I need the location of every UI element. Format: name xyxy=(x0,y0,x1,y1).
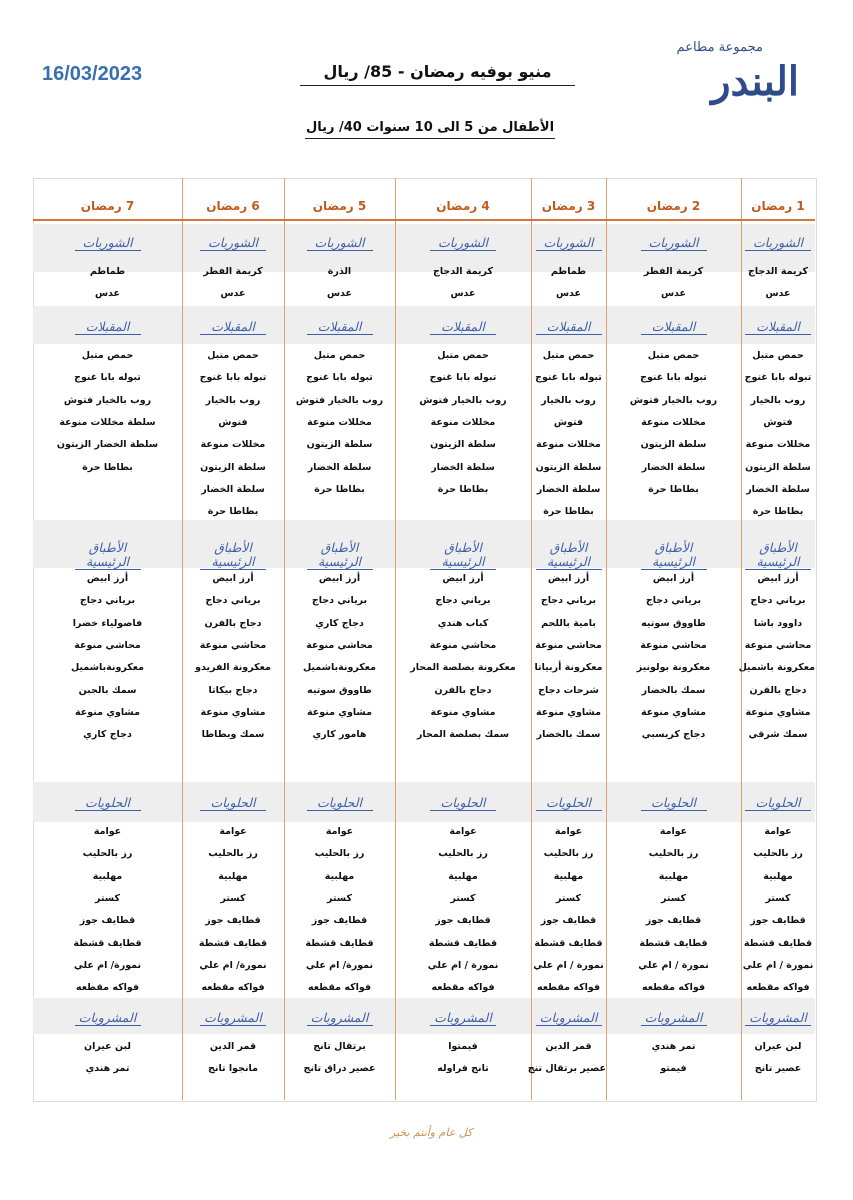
section-title-appetizers: المقبلات xyxy=(641,320,707,335)
section-title-desserts: الحلويات xyxy=(307,796,373,811)
menu-item: طاووق سوتيه xyxy=(641,617,706,629)
section-title-soups: الشوربات xyxy=(536,236,602,251)
menu-item: بطاطا حرة xyxy=(543,506,594,518)
menu-item: حمص متبل xyxy=(437,350,489,361)
menu-item: سمك بالجبن xyxy=(78,684,137,696)
menu-item: طماطم xyxy=(550,266,587,277)
menu-item: طاووق سوتيه xyxy=(307,684,372,696)
menu-item: قطايف قشطة xyxy=(743,937,813,949)
menu-item: طماطم xyxy=(89,266,126,277)
menu-item: سلطة الزيتون xyxy=(745,461,811,473)
menu-item: عصير دراق تانج xyxy=(303,1063,376,1075)
page-title: منيو بوفيه رمضان - 85/ ريال xyxy=(300,62,575,86)
menu-item: فاصولياء خضرا xyxy=(72,617,143,629)
menu-item: عدس xyxy=(660,288,687,300)
menu-item: تبوله بابا غنوج xyxy=(535,372,602,384)
menu-item: مهلبية xyxy=(553,870,584,882)
menu-item: روب بالخيار فتوش xyxy=(419,394,507,406)
section-title-soups: الشوربات xyxy=(430,236,496,251)
menu-item: فواكه مقطعه xyxy=(307,982,372,994)
menu-item: مخللات منوعة xyxy=(536,439,601,451)
section-title-appetizers: المقبلات xyxy=(307,320,373,335)
menu-item: مخللات منوعة xyxy=(745,439,811,451)
section-title-drinks: المشروبات xyxy=(307,1011,373,1026)
menu-item: عدس xyxy=(450,288,476,300)
menu-item: برياني دجاج xyxy=(205,595,261,607)
menu-item: تبوله بابا غنوج xyxy=(640,372,707,384)
section-title-soups: الشوربات xyxy=(307,236,373,251)
menu-item: فواكه مقطعه xyxy=(431,982,495,994)
menu-item: أرز ابيض xyxy=(547,573,590,584)
menu-item: سلطة الزيتون xyxy=(640,439,707,451)
menu-item: سلطة الخضار xyxy=(746,483,810,495)
menu-item: فتوش xyxy=(763,416,793,428)
menu-item: سمك بصلصة المحار xyxy=(416,729,510,741)
section-title-mains: الأطباق الرئيسية xyxy=(200,541,266,570)
menu-item: حمص متبل xyxy=(647,350,700,361)
menu-item: أرز ابيض xyxy=(86,573,129,584)
day-header: 1 رمضان xyxy=(751,199,805,213)
menu-item: أرز ابيض xyxy=(318,573,361,584)
menu-item: روب بالخيار xyxy=(541,394,596,406)
menu-item: دجاج بالفرن xyxy=(434,684,492,696)
menu-item: نمورة / ام علي xyxy=(533,959,604,971)
menu-item: محاشي منوعة xyxy=(640,639,707,651)
day-header: 6 رمضان xyxy=(206,199,260,213)
menu-item: بطاطا حرة xyxy=(82,461,133,473)
menu-item: حمص متبل xyxy=(207,350,259,361)
menu-item: مشاوي منوعة xyxy=(430,706,496,718)
section-title-drinks: المشروبات xyxy=(200,1011,266,1026)
menu-item: عدس xyxy=(555,288,582,300)
menu-item: روب بالخيار فتوش xyxy=(629,394,718,406)
section-title-drinks: المشروبات xyxy=(641,1011,707,1026)
menu-item: روب بالخيار xyxy=(205,394,261,406)
menu-item: بطاطا حرة xyxy=(437,483,489,495)
menu-item: سمك شرقي xyxy=(748,729,808,741)
menu-item: أرز ابيض xyxy=(652,573,695,584)
menu-item: كريمة الفطر xyxy=(643,266,704,277)
menu-item: برياني دجاج xyxy=(540,595,597,607)
menu-item: سلطة الزيتون xyxy=(535,461,602,473)
menu-item: مخللات منوعة xyxy=(307,416,372,428)
menu-item: سلطة الخضار xyxy=(201,483,265,495)
day-header: 7 رمضان xyxy=(80,199,135,213)
menu-item: كريمة الدجاج xyxy=(432,266,493,277)
menu-item: قمر الدين xyxy=(545,1041,592,1052)
menu-item: عوامة xyxy=(449,826,477,837)
menu-item: نمورة / ام علي xyxy=(427,959,499,971)
menu-item: مهلبية xyxy=(92,870,123,882)
section-title-soups: الشوربات xyxy=(200,236,266,251)
menu-item: معكرونة أربياتا xyxy=(534,662,603,674)
menu-item: قطايف جوز xyxy=(435,915,491,927)
menu-item: عوامة xyxy=(325,826,354,837)
menu-item: حمص متبل xyxy=(313,350,366,361)
menu-item: فواكه مقطعه xyxy=(641,982,706,994)
menu-item: قطايف قشطة xyxy=(534,937,603,949)
section-title-mains: الأطباق الرئيسية xyxy=(745,541,811,570)
menu-item: محاشي منوعة xyxy=(306,639,373,651)
section-title-desserts: الحلويات xyxy=(641,796,707,811)
menu-item: لبن عيران xyxy=(84,1041,131,1052)
menu-item: كريمة الفطر xyxy=(203,266,263,277)
menu-item: داوود باشا xyxy=(753,617,803,629)
menu-item: رز بالحليب xyxy=(753,848,803,860)
menu-item: محاشي منوعة xyxy=(535,639,602,651)
menu-item: مشاوي منوعة xyxy=(74,706,140,718)
page-subtitle: الأطفال من 5 الى 10 سنوات 40/ ريال xyxy=(305,120,555,139)
menu-item: دجاج كاري xyxy=(83,729,132,741)
menu-item: بامية باللحم xyxy=(541,617,596,629)
menu-item: سلطة الخضار xyxy=(641,461,706,473)
menu-item: تبوله بابا غنوج xyxy=(744,372,812,384)
section-title-appetizers: المقبلات xyxy=(745,320,811,335)
menu-item: تمر هندي xyxy=(85,1063,130,1075)
menu-item: قمر الدين xyxy=(209,1041,257,1052)
menu-item: مشاوي منوعة xyxy=(535,706,601,718)
menu-item: كستر xyxy=(661,892,686,904)
section-title-desserts: الحلويات xyxy=(200,796,266,811)
menu-item: قطايف جوز xyxy=(205,915,261,927)
menu-item: بطاطا حرة xyxy=(752,506,804,518)
menu-item: فواكه مقطعه xyxy=(746,982,810,994)
menu-item: كستر xyxy=(220,892,246,904)
menu-item: كستر xyxy=(556,892,581,904)
menu-item: كباب هندي xyxy=(437,617,489,629)
logo xyxy=(655,40,805,120)
day-header: 5 رمضان xyxy=(312,199,367,213)
menu-item: محاشي منوعة xyxy=(744,639,812,651)
menu-item: أرز ابيض xyxy=(757,573,799,584)
menu-item: عدس xyxy=(765,288,791,300)
section-title-drinks: المشروبات xyxy=(430,1011,496,1026)
menu-item: عصير تانج xyxy=(754,1063,802,1075)
section-title-drinks: المشروبات xyxy=(75,1011,141,1026)
menu-item: دجاج بيكاتا xyxy=(208,684,258,696)
menu-item: روب بالخيار فتوش xyxy=(63,394,152,406)
menu-item: مشاوي منوعة xyxy=(640,706,706,718)
header-rule xyxy=(33,219,815,221)
menu-item: محاشي منوعة xyxy=(429,639,497,651)
menu-item: مانجوا تانج xyxy=(208,1063,258,1075)
section-title-desserts: الحلويات xyxy=(75,796,141,811)
menu-item: مشاوي منوعة xyxy=(306,706,372,718)
menu-item: برياني دجاج xyxy=(435,595,491,607)
menu-item: روب بالخيار xyxy=(750,394,806,406)
menu-item: سلطة الخضار الزيتون xyxy=(56,439,159,451)
menu-item: تمر هندي xyxy=(651,1041,696,1052)
menu-item: سلطة الخضار xyxy=(536,483,601,495)
menu-item: رز بالحليب xyxy=(648,848,699,860)
menu-item: بطاطا حرة xyxy=(207,506,259,518)
menu-item: سلطة الزيتون xyxy=(430,439,496,451)
menu-item: عوامة xyxy=(764,826,792,837)
menu-item: معكرونة بصلصة المحار xyxy=(410,662,516,674)
menu-item: عدس xyxy=(326,288,353,300)
menu-item: نمورة/ ام علي xyxy=(305,959,374,971)
logo-tagline: مجموعة مطاعم xyxy=(676,40,763,55)
menu-item: مخللات منوعة xyxy=(200,439,266,451)
menu-item: كستر xyxy=(450,892,476,904)
menu-item: قطايف قشطة xyxy=(639,937,708,949)
menu-item: برياني دجاج xyxy=(750,595,806,607)
menu-item: قطايف قشطة xyxy=(198,937,268,949)
menu-item: سلطة الخضار xyxy=(431,461,495,473)
menu-item: عوامة xyxy=(93,826,122,837)
menu-item: فيمتوا xyxy=(448,1041,478,1052)
menu-item: رز بالحليب xyxy=(438,848,488,860)
menu-item: فتوش xyxy=(553,416,584,428)
section-title-desserts: الحلويات xyxy=(536,796,602,811)
menu-item: دجاج كريسبي xyxy=(641,729,706,741)
menu-item: رز بالحليب xyxy=(208,848,258,860)
menu-item: فيمتو xyxy=(660,1063,687,1075)
menu-item: محاشي منوعة xyxy=(74,639,141,651)
menu-item: حمص متبل xyxy=(542,350,595,361)
menu-item: معكرونةباشميل xyxy=(70,662,145,674)
menu-item: بطاطا حرة xyxy=(314,483,365,495)
menu-item: كستر xyxy=(765,892,791,904)
menu-item: كستر xyxy=(327,892,352,904)
menu-item: هامور كاري xyxy=(312,729,367,741)
menu-item: تبوله بابا غنوج xyxy=(199,372,267,384)
menu-item: قطايف قشطة xyxy=(428,937,498,949)
menu-item: مهلبية xyxy=(324,870,355,882)
day-header: 3 رمضان xyxy=(541,199,596,213)
menu-item: مهلبية xyxy=(448,870,478,882)
menu-item: مخللات منوعة xyxy=(430,416,496,428)
footer-greeting: كل عام وأنتم بخير xyxy=(390,1126,473,1139)
section-title-mains: الأطباق الرئيسية xyxy=(430,541,496,570)
menu-item: تبوله بابا غنوج xyxy=(306,372,373,384)
menu-item: فتوش xyxy=(218,416,248,428)
menu-item: حمص متبل xyxy=(752,350,804,361)
menu-item: مخللات منوعة xyxy=(641,416,706,428)
day-header: 4 رمضان xyxy=(436,199,490,213)
section-title-soups: الشوربات xyxy=(75,236,141,251)
menu-item: معكرونة الفريدو xyxy=(195,662,271,674)
menu-item: فواكه مقطعه xyxy=(536,982,601,994)
menu-item: مشاوي منوعة xyxy=(200,706,266,718)
section-title-appetizers: المقبلات xyxy=(75,320,141,335)
menu-item: عوامة xyxy=(659,826,688,837)
menu-item: نمورة/ ام علي xyxy=(73,959,142,971)
section-title-desserts: الحلويات xyxy=(745,796,811,811)
menu-item: أرز ابيض xyxy=(212,573,254,584)
menu-item: برتقال تانج xyxy=(313,1041,366,1052)
menu-item: عصير برتقال تنج xyxy=(527,1063,606,1075)
menu-item: الذرة xyxy=(327,266,352,277)
menu-item: بطاطا حرة xyxy=(648,483,699,495)
menu-item: مهلبية xyxy=(763,870,793,882)
menu-item: فواكه مقطعه xyxy=(75,982,140,994)
menu-item: مهلبية xyxy=(218,870,248,882)
menu-item: سمك بالخضار xyxy=(641,684,706,696)
section-title-mains: الأطباق الرئيسية xyxy=(307,541,373,570)
menu-item: أرز ابيض xyxy=(442,573,484,584)
menu-item: معكرونةباشميل xyxy=(302,662,377,674)
menu-item: قطايف قشطة xyxy=(73,937,142,949)
menu-item: شرحات دجاج xyxy=(538,684,599,696)
menu-item: معكرونة باشميل xyxy=(738,662,815,674)
menu-item: قطايف جوز xyxy=(540,915,597,927)
menu-item: برياني دجاج xyxy=(645,595,702,607)
menu-date: 16/03/2023 xyxy=(42,63,143,85)
menu-item: تبوله بابا غنوج xyxy=(74,372,141,384)
menu-item: تانج فراوله xyxy=(437,1063,489,1075)
menu-item: نمورة / ام علي xyxy=(638,959,709,971)
menu-item: عدس xyxy=(220,288,246,300)
menu-item: دجاج بالفرن xyxy=(204,617,262,629)
menu-item: فواكه مقطعه xyxy=(201,982,265,994)
section-title-mains: الأطباق الرئيسية xyxy=(536,541,602,570)
menu-item: مهلبية xyxy=(658,870,689,882)
menu-item: حمص متبل xyxy=(81,350,134,361)
menu-item: دجاج كاري xyxy=(315,617,364,629)
menu-item: مشاوي منوعة xyxy=(745,706,811,718)
menu-item: عوامة xyxy=(219,826,247,837)
section-title-soups: الشوربات xyxy=(641,236,707,251)
section-title-appetizers: المقبلات xyxy=(430,320,496,335)
menu-item: نمورة/ ام علي xyxy=(199,959,267,971)
section-title-mains: الأطباق الرئيسية xyxy=(75,541,141,570)
menu-item: سمك وبطاطا xyxy=(201,729,265,741)
section-title-desserts: الحلويات xyxy=(430,796,496,811)
menu-item: عدس xyxy=(94,288,121,300)
menu-item: محاشي منوعة xyxy=(199,639,267,651)
logo-wordmark: البندر xyxy=(711,58,799,105)
menu-item: سلطة الزيتون xyxy=(306,439,373,451)
section-title-drinks: المشروبات xyxy=(745,1011,811,1026)
menu-item: كريمة الدجاج xyxy=(747,266,808,277)
menu-item: قطايف قشطة xyxy=(305,937,374,949)
menu-item: تبوله بابا غنوج xyxy=(429,372,497,384)
menu-item: سلطة مخللات منوعة xyxy=(59,416,156,428)
section-title-appetizers: المقبلات xyxy=(536,320,602,335)
menu-item: نمورة / ام علي xyxy=(742,959,814,971)
section-title-drinks: المشروبات xyxy=(536,1011,602,1026)
menu-item: رز بالحليب xyxy=(82,848,133,860)
menu-item: رز بالحليب xyxy=(314,848,365,860)
menu-item: برياني دجاج xyxy=(311,595,368,607)
menu-item: لبن عيران xyxy=(754,1041,802,1052)
menu-item: برياني دجاج xyxy=(79,595,136,607)
menu-item: قطايف جوز xyxy=(645,915,702,927)
menu-item: قطايف جوز xyxy=(79,915,136,927)
section-title-soups: الشوربات xyxy=(745,236,811,251)
menu-item: روب بالخيار فتوش xyxy=(295,394,384,406)
menu-item: سمك بالخضار xyxy=(536,729,601,741)
menu-item: دجاج بالفرن xyxy=(749,684,807,696)
menu-item: عوامة xyxy=(554,826,583,837)
menu-item: رز بالحليب xyxy=(543,848,594,860)
menu-item: قطايف جوز xyxy=(750,915,806,927)
section-title-mains: الأطباق الرئيسية xyxy=(641,541,707,570)
menu-item: كستر xyxy=(95,892,120,904)
menu-item: معكرونة بولونيز xyxy=(636,662,711,674)
day-header: 2 رمضان xyxy=(646,199,701,213)
menu-item: قطايف جوز xyxy=(311,915,368,927)
menu-item: سلطة الزيتون xyxy=(200,461,266,473)
menu-item: سلطة الخضار xyxy=(307,461,372,473)
section-title-appetizers: المقبلات xyxy=(200,320,266,335)
